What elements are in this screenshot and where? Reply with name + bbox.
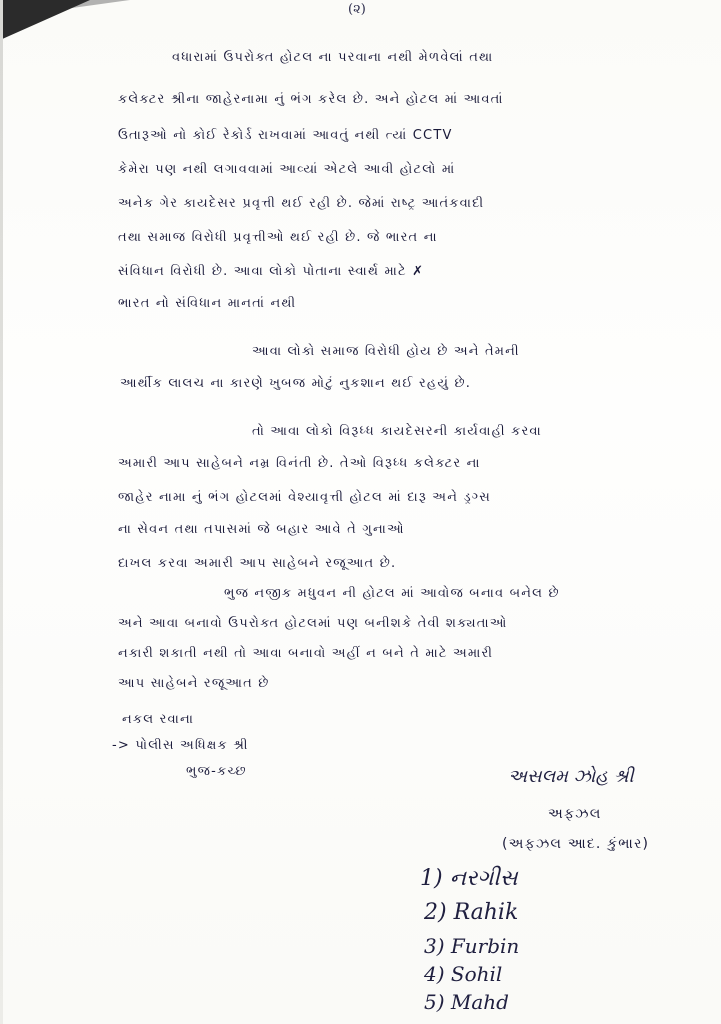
copy-to-recipient: -> પોલીસ અધિક્ષક શ્રી bbox=[112, 738, 249, 753]
para3-line-5: દાખલ કરવા અમારી આપ સાહેબને રજૂઆત છે. bbox=[118, 556, 397, 571]
para4-line-1: ભુજ નજીક મધુવન ની હોટલ માં આવોજ બનાવ બનેલ છે bbox=[224, 586, 560, 601]
para1-line-7: સંવિધાન વિરોધી છે. આવા લોકો પોતાના સ્વાર્થ માટે ✗ bbox=[118, 264, 425, 279]
para1-line-2: કલેક્ટર શ્રીના જાહેરનામા નું ભંગ કરેલ છે. અને હોટલ માં આવતાં bbox=[118, 92, 504, 107]
copy-to-location: ભુજ-કચ્છ bbox=[186, 764, 247, 779]
signature-designation: અફઝલ bbox=[548, 806, 602, 822]
para2-line-2: આર્થીક લાલચ ના કારણે ખુબજ મોટું નુકશાન થઈ રહયું છે. bbox=[120, 376, 472, 391]
signatory-1: 1) નરગીસ bbox=[420, 866, 518, 891]
para2-line-1: આવા લોકો સમાજ વિરોધી હોય છે અને તેમની bbox=[252, 344, 520, 359]
signatory-2: 2) Rahik bbox=[424, 900, 519, 925]
page-corner-fold bbox=[0, 0, 90, 40]
para1-line-1: વધારામાં ઉપરોક્ત હોટલ ના પરવાના નથી મેળવેલાં તથા bbox=[172, 50, 494, 65]
signature-name: અસલમ ઝોહ શ્રી bbox=[508, 766, 634, 787]
signature-full-name: (અફઝલ આદ. કુંભાર) bbox=[502, 836, 650, 852]
signatory-3: 3) Furbin bbox=[424, 934, 520, 958]
signatory-4: 4) Sohil bbox=[424, 962, 503, 986]
para1-line-5: અનેક ગેર કાયદેસર પ્રવૃત્તી થઈ રહી છે. જેમાં રાષ્ટ્ર આતંકવાદી bbox=[118, 196, 485, 211]
page-edge bbox=[0, 0, 3, 1024]
copy-to-header: નકલ રવાના bbox=[122, 712, 195, 727]
para4-line-3: નકારી શકાતી નથી તો આવા બનાવો અહીં ન બને તે માટે અમારી bbox=[118, 646, 494, 661]
para1-line-4: કેમેરા પણ નથી લગાવવામાં આવ્યાં એટલે આવી હોટલો માં bbox=[118, 162, 456, 177]
para3-line-1: તો આવા લોકો વિરૂધ્ધ કાયદેસરની કાર્યવાહી કરવા bbox=[252, 424, 542, 439]
para3-line-4: ના સેવન તથા તપાસમાં જે બહાર આવે તે ગુનાઓ bbox=[118, 522, 405, 537]
page-number: (૨) bbox=[348, 2, 366, 17]
para3-line-2: અમારી આપ સાહેબને નમ્ર વિનંતી છે. તેઓ વિરૂધ્ધ કલેક્ટર ના bbox=[118, 456, 481, 471]
para4-line-4: આપ સાહેબને રજૂઆત છે bbox=[118, 676, 270, 691]
para4-line-2: અને આવા બનાવો ઉપરોક્ત હોટલમાં પણ બનીશકે તેવી શક્યતાઓ bbox=[118, 616, 508, 631]
signatory-5: 5) Mahd bbox=[424, 990, 509, 1014]
para1-line-3: ઉતારૂઓ નો કોઈ રેકોર્ડ રાખવામાં આવતું નથી ત્યાં CCTV bbox=[118, 128, 453, 143]
para1-line-8: ભારત નો સંવિધાન માનતાં નથી bbox=[118, 296, 297, 311]
para1-line-6: તથા સમાજ વિરોધી પ્રવૃત્તીઓ થઈ રહી છે. જે ભારત ના bbox=[118, 230, 438, 245]
para3-line-3: જાહેર નામા નું ભંગ હોટલમાં વેશ્યાવૃત્તી હોટલ માં દારૂ અને ડ્રગ્સ bbox=[118, 490, 491, 505]
